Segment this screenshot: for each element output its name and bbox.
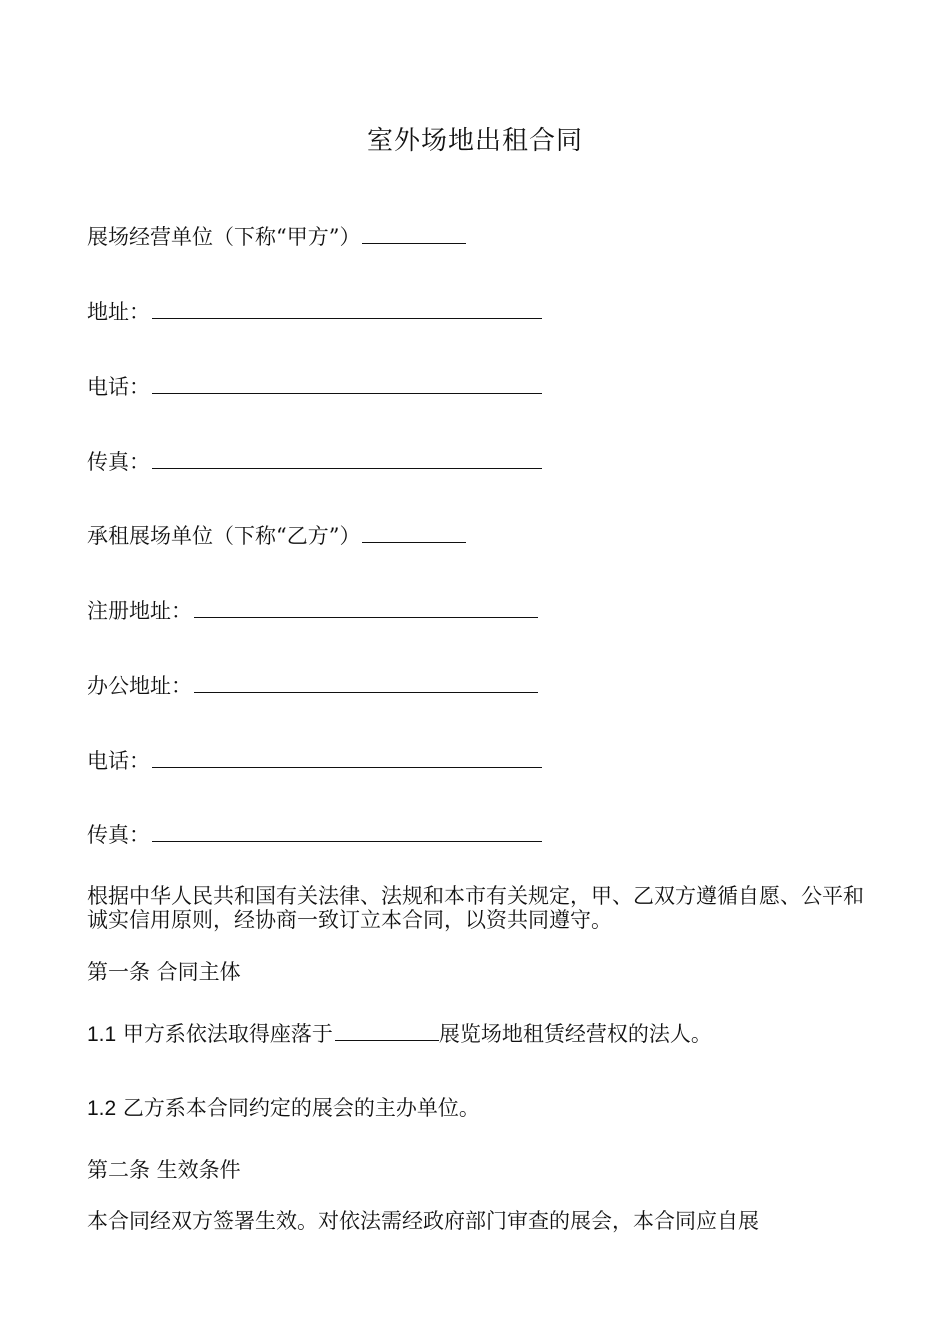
party-a-label: 展场经营单位（下称“甲方”） [87, 225, 361, 249]
preamble-paragraph: 根据中华人民共和国有关法律、法规和本市有关规定，甲、乙双方遵循自愿、公平和诚实信用原则，经协商一致订立本合同，以资共同遵守。 [87, 884, 864, 932]
clause-1-1 [87, 1018, 712, 1050]
phone-blank[interactable] [152, 371, 542, 394]
fax-label: 传真： [87, 450, 150, 474]
party-a-phone-line [87, 371, 542, 402]
clause-text: 乙方系本合同约定的展会的主办单位。 [116, 1096, 480, 1120]
clause-text: 展览场地租赁经营权的法人。 [438, 1022, 712, 1046]
office-address-label: 办公地址： [87, 674, 192, 698]
clause-1-2 [87, 1093, 480, 1124]
article-2-heading: 第二条 生效条件 [87, 1158, 241, 1182]
party-b-label: 承租展场单位（下称“乙方”） [87, 524, 361, 548]
fax-blank[interactable] [152, 446, 542, 469]
article-2-text: 本合同经双方签署生效。对依法需经政府部门审查的展会，本合同应自展 [87, 1209, 759, 1233]
reg-address-blank[interactable] [194, 595, 538, 618]
document-title: 室外场地出租合同 [366, 126, 583, 156]
party-b-reg-address-line [87, 595, 538, 626]
clause-number: 1.2 [87, 1097, 117, 1120]
address-label: 地址： [87, 300, 150, 324]
phone-label: 电话： [87, 749, 150, 773]
party-a-fax-line [87, 446, 542, 477]
party-a-address-line [87, 296, 542, 327]
fax-blank[interactable] [152, 819, 542, 842]
clause-text: 甲方系依法取得座落于 [116, 1022, 333, 1046]
reg-address-label: 注册地址： [87, 599, 192, 623]
fax-label: 传真： [87, 823, 150, 847]
office-address-blank[interactable] [194, 670, 538, 693]
party-a-line [87, 221, 466, 252]
party-b-line [87, 520, 466, 551]
party-b-phone-line [87, 745, 542, 776]
party-b-blank[interactable] [362, 520, 466, 543]
article-1-heading: 第一条 合同主体 [87, 960, 241, 984]
address-blank[interactable] [152, 296, 542, 319]
party-b-fax-line [87, 819, 542, 850]
location-blank[interactable] [335, 1018, 439, 1041]
party-b-office-address-line [87, 670, 538, 701]
phone-label: 电话： [87, 375, 150, 399]
party-a-blank[interactable] [362, 221, 466, 244]
clause-number: 1.1 [87, 1023, 117, 1046]
phone-blank[interactable] [152, 745, 542, 768]
